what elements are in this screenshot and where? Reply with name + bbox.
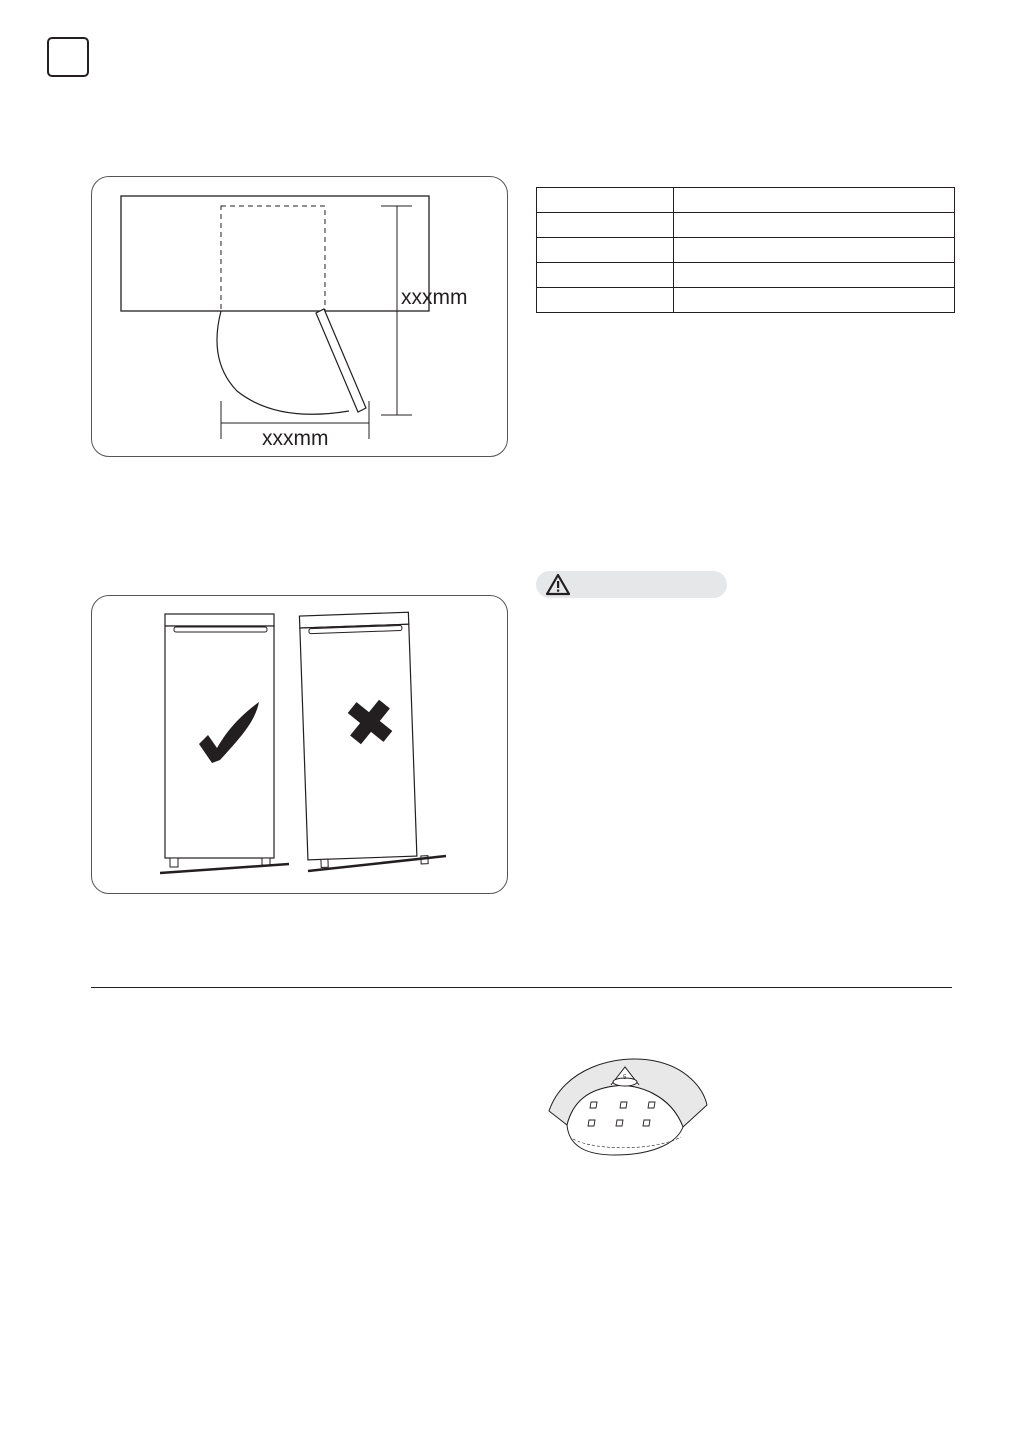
- thermostat-dial-illustration: [545, 1055, 715, 1165]
- table-cell: [674, 238, 955, 263]
- table-cell: [537, 263, 674, 288]
- table-row: [537, 188, 955, 213]
- clearance-drawing: [92, 177, 509, 458]
- open-door-panel: [316, 309, 366, 412]
- dial-mark: 5: [623, 1075, 627, 1081]
- table-cell: [674, 188, 955, 213]
- page-number-tab: [47, 37, 89, 77]
- cabinet-top-outline: [121, 196, 429, 311]
- table-cell: [674, 263, 955, 288]
- warning-banner: [536, 571, 727, 598]
- spec-table: [536, 187, 955, 313]
- table-cell: [537, 288, 674, 313]
- leveling-diagram: [91, 595, 508, 894]
- clearance-diagram: [91, 176, 508, 457]
- leveling-drawing: [92, 596, 509, 895]
- table-cell: [674, 213, 955, 238]
- table-row: [537, 238, 955, 263]
- table-row: [537, 213, 955, 238]
- depth-dimension-label: xxxmm: [401, 286, 468, 309]
- table-cell: [674, 288, 955, 313]
- table-row: [537, 263, 955, 288]
- door-recess-outline: [221, 206, 325, 311]
- table-cell: [537, 213, 674, 238]
- warning-triangle-icon: [545, 573, 571, 597]
- table-row: [537, 288, 955, 313]
- width-dimension-label: xxxmm: [262, 427, 329, 450]
- table-cell: [537, 188, 674, 213]
- table-cell: [537, 238, 674, 263]
- section-divider: [91, 987, 952, 988]
